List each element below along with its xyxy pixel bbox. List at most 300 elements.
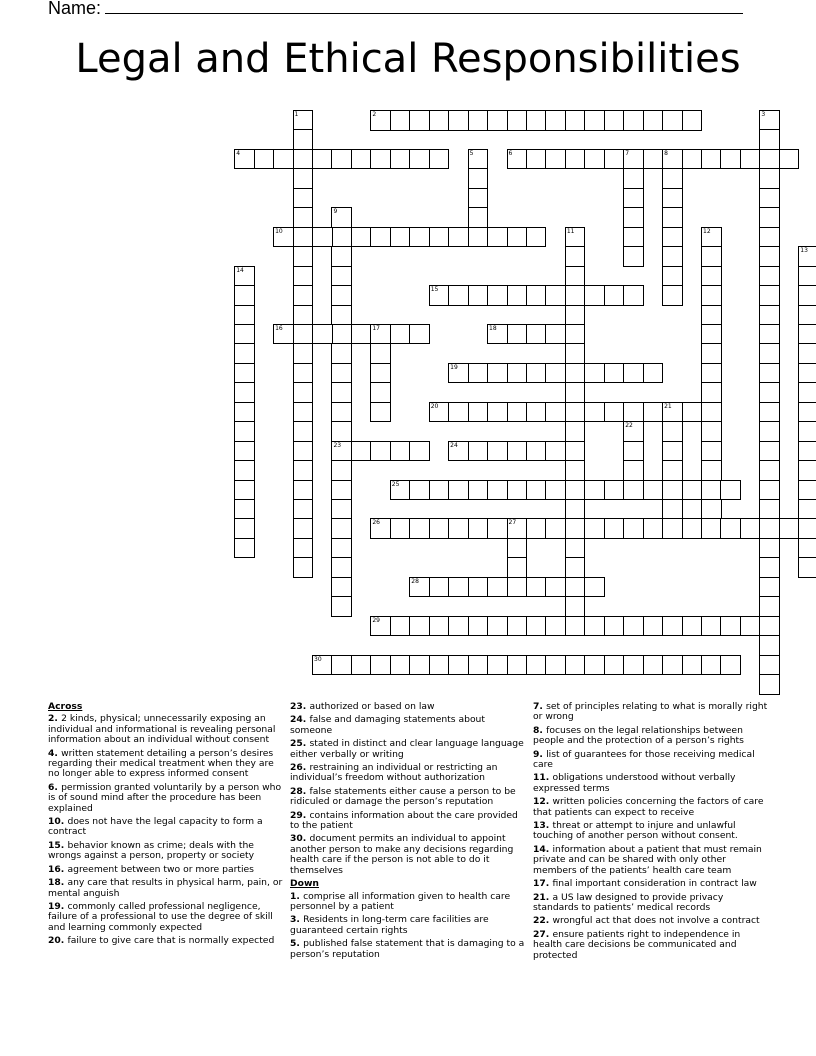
- grid-cell[interactable]: [565, 266, 586, 287]
- grid-cell[interactable]: [604, 402, 625, 423]
- grid-cell[interactable]: [798, 266, 816, 287]
- grid-cell[interactable]: [331, 285, 352, 306]
- grid-cell[interactable]: [254, 149, 275, 170]
- grid-cell[interactable]: [565, 149, 586, 170]
- grid-cell[interactable]: [623, 616, 644, 637]
- grid-cell[interactable]: [331, 305, 352, 326]
- grid-cell[interactable]: [293, 266, 314, 287]
- grid-cell[interactable]: [604, 363, 625, 384]
- grid-cell[interactable]: [331, 441, 352, 462]
- grid-cell[interactable]: [370, 110, 391, 131]
- grid-cell[interactable]: [662, 266, 683, 287]
- grid-cell[interactable]: [293, 363, 314, 384]
- grid-cell[interactable]: [448, 577, 469, 598]
- grid-cell[interactable]: [643, 149, 664, 170]
- grid-cell[interactable]: [487, 363, 508, 384]
- grid-cell[interactable]: [448, 402, 469, 423]
- grid-cell[interactable]: [507, 227, 528, 248]
- grid-cell[interactable]: [448, 363, 469, 384]
- grid-cell[interactable]: [682, 655, 703, 676]
- grid-cell[interactable]: [293, 382, 314, 403]
- grid-cell[interactable]: [468, 168, 489, 189]
- grid-cell[interactable]: [526, 227, 547, 248]
- grid-cell[interactable]: [759, 616, 780, 637]
- grid-cell[interactable]: [759, 596, 780, 617]
- grid-cell[interactable]: [507, 149, 528, 170]
- grid-cell[interactable]: [293, 402, 314, 423]
- grid-cell[interactable]: [448, 518, 469, 539]
- grid-cell[interactable]: [507, 324, 528, 345]
- grid-cell[interactable]: [312, 324, 333, 345]
- grid-cell[interactable]: [584, 480, 605, 501]
- grid-cell[interactable]: [545, 324, 566, 345]
- grid-cell[interactable]: [798, 324, 816, 345]
- grid-cell[interactable]: [390, 227, 411, 248]
- grid-cell[interactable]: [682, 110, 703, 131]
- grid-cell[interactable]: [759, 557, 780, 578]
- grid-cell[interactable]: [429, 577, 450, 598]
- grid-cell[interactable]: [604, 285, 625, 306]
- grid-cell[interactable]: [604, 110, 625, 131]
- grid-cell[interactable]: [526, 402, 547, 423]
- grid-cell[interactable]: [623, 285, 644, 306]
- grid-cell[interactable]: [779, 518, 800, 539]
- grid-cell[interactable]: [798, 382, 816, 403]
- grid-cell[interactable]: [468, 441, 489, 462]
- grid-cell[interactable]: [701, 266, 722, 287]
- grid-cell[interactable]: [565, 110, 586, 131]
- grid-cell[interactable]: [370, 655, 391, 676]
- grid-cell[interactable]: [662, 655, 683, 676]
- grid-cell[interactable]: [234, 441, 255, 462]
- grid-cell[interactable]: [682, 149, 703, 170]
- grid-cell[interactable]: [623, 168, 644, 189]
- grid-cell[interactable]: [662, 188, 683, 209]
- grid-cell[interactable]: [293, 343, 314, 364]
- grid-cell[interactable]: [429, 518, 450, 539]
- grid-cell[interactable]: [507, 616, 528, 637]
- grid-cell[interactable]: [740, 518, 761, 539]
- grid-cell[interactable]: [662, 168, 683, 189]
- grid-cell[interactable]: [429, 285, 450, 306]
- grid-cell[interactable]: [682, 518, 703, 539]
- grid-cell[interactable]: [720, 518, 741, 539]
- grid-cell[interactable]: [370, 363, 391, 384]
- grid-cell[interactable]: [429, 655, 450, 676]
- grid-cell[interactable]: [565, 441, 586, 462]
- grid-cell[interactable]: [331, 266, 352, 287]
- grid-cell[interactable]: [448, 655, 469, 676]
- grid-cell[interactable]: [662, 207, 683, 228]
- grid-cell[interactable]: [468, 110, 489, 131]
- grid-cell[interactable]: [662, 421, 683, 442]
- grid-cell[interactable]: [507, 110, 528, 131]
- grid-cell[interactable]: [234, 480, 255, 501]
- grid-cell[interactable]: [429, 402, 450, 423]
- grid-cell[interactable]: [759, 655, 780, 676]
- grid-cell[interactable]: [759, 460, 780, 481]
- grid-cell[interactable]: [759, 149, 780, 170]
- grid-cell[interactable]: [429, 149, 450, 170]
- grid-cell[interactable]: [526, 110, 547, 131]
- grid-cell[interactable]: [623, 149, 644, 170]
- grid-cell[interactable]: [409, 655, 430, 676]
- grid-cell[interactable]: [468, 655, 489, 676]
- grid-cell[interactable]: [584, 285, 605, 306]
- grid-cell[interactable]: [643, 616, 664, 637]
- grid-cell[interactable]: [759, 480, 780, 501]
- grid-cell[interactable]: [682, 402, 703, 423]
- grid-cell[interactable]: [293, 538, 314, 559]
- grid-cell[interactable]: [545, 441, 566, 462]
- grid-cell[interactable]: [662, 480, 683, 501]
- grid-cell[interactable]: [701, 518, 722, 539]
- grid-cell[interactable]: [234, 324, 255, 345]
- grid-cell[interactable]: [293, 305, 314, 326]
- grid-cell[interactable]: [487, 227, 508, 248]
- grid-cell[interactable]: [584, 363, 605, 384]
- grid-cell[interactable]: [565, 421, 586, 442]
- grid-cell[interactable]: [565, 402, 586, 423]
- grid-cell[interactable]: [331, 149, 352, 170]
- grid-cell[interactable]: [701, 655, 722, 676]
- grid-cell[interactable]: [331, 499, 352, 520]
- grid-cell[interactable]: [331, 363, 352, 384]
- grid-cell[interactable]: [234, 518, 255, 539]
- grid-cell[interactable]: [623, 363, 644, 384]
- grid-cell[interactable]: [429, 480, 450, 501]
- grid-cell[interactable]: [331, 343, 352, 364]
- grid-cell[interactable]: [798, 246, 816, 267]
- grid-cell[interactable]: [545, 616, 566, 637]
- grid-cell[interactable]: [565, 518, 586, 539]
- grid-cell[interactable]: [331, 421, 352, 442]
- grid-cell[interactable]: [273, 324, 294, 345]
- grid-cell[interactable]: [662, 149, 683, 170]
- grid-cell[interactable]: [565, 324, 586, 345]
- grid-cell[interactable]: [584, 577, 605, 598]
- grid-cell[interactable]: [759, 305, 780, 326]
- grid-cell[interactable]: [662, 499, 683, 520]
- grid-cell[interactable]: [526, 518, 547, 539]
- grid-cell[interactable]: [370, 402, 391, 423]
- grid-cell[interactable]: [545, 363, 566, 384]
- grid-cell[interactable]: [448, 616, 469, 637]
- grid-cell[interactable]: [643, 480, 664, 501]
- grid-cell[interactable]: [565, 246, 586, 267]
- grid-cell[interactable]: [701, 480, 722, 501]
- grid-cell[interactable]: [487, 577, 508, 598]
- grid-cell[interactable]: [409, 441, 430, 462]
- grid-cell[interactable]: [798, 402, 816, 423]
- grid-cell[interactable]: [545, 518, 566, 539]
- grid-cell[interactable]: [623, 460, 644, 481]
- grid-cell[interactable]: [759, 207, 780, 228]
- grid-cell[interactable]: [293, 188, 314, 209]
- grid-cell[interactable]: [759, 363, 780, 384]
- grid-cell[interactable]: [720, 616, 741, 637]
- grid-cell[interactable]: [798, 480, 816, 501]
- grid-cell[interactable]: [759, 168, 780, 189]
- grid-cell[interactable]: [526, 363, 547, 384]
- grid-cell[interactable]: [565, 460, 586, 481]
- grid-cell[interactable]: [798, 305, 816, 326]
- grid-cell[interactable]: [623, 188, 644, 209]
- grid-cell[interactable]: [487, 285, 508, 306]
- grid-cell[interactable]: [682, 480, 703, 501]
- grid-cell[interactable]: [507, 557, 528, 578]
- grid-cell[interactable]: [604, 518, 625, 539]
- grid-cell[interactable]: [390, 441, 411, 462]
- grid-cell[interactable]: [293, 460, 314, 481]
- grid-cell[interactable]: [409, 480, 430, 501]
- grid-cell[interactable]: [682, 616, 703, 637]
- grid-cell[interactable]: [429, 110, 450, 131]
- grid-cell[interactable]: [662, 460, 683, 481]
- grid-cell[interactable]: [662, 110, 683, 131]
- grid-cell[interactable]: [487, 518, 508, 539]
- grid-cell[interactable]: [390, 110, 411, 131]
- grid-cell[interactable]: [662, 518, 683, 539]
- grid-cell[interactable]: [487, 324, 508, 345]
- grid-cell[interactable]: [293, 149, 314, 170]
- grid-cell[interactable]: [507, 538, 528, 559]
- grid-cell[interactable]: [565, 557, 586, 578]
- grid-cell[interactable]: [448, 110, 469, 131]
- grid-cell[interactable]: [798, 343, 816, 364]
- grid-cell[interactable]: [507, 518, 528, 539]
- grid-cell[interactable]: [273, 227, 294, 248]
- grid-cell[interactable]: [468, 227, 489, 248]
- grid-cell[interactable]: [720, 655, 741, 676]
- grid-cell[interactable]: [565, 499, 586, 520]
- grid-cell[interactable]: [312, 149, 333, 170]
- grid-cell[interactable]: [293, 441, 314, 462]
- grid-cell[interactable]: [662, 616, 683, 637]
- grid-cell[interactable]: [740, 616, 761, 637]
- grid-cell[interactable]: [331, 324, 352, 345]
- grid-cell[interactable]: [565, 538, 586, 559]
- grid-cell[interactable]: [701, 227, 722, 248]
- grid-cell[interactable]: [234, 343, 255, 364]
- grid-cell[interactable]: [565, 305, 586, 326]
- grid-cell[interactable]: [604, 616, 625, 637]
- grid-cell[interactable]: [234, 460, 255, 481]
- grid-cell[interactable]: [487, 402, 508, 423]
- grid-cell[interactable]: [526, 285, 547, 306]
- grid-cell[interactable]: [759, 635, 780, 656]
- grid-cell[interactable]: [545, 577, 566, 598]
- grid-cell[interactable]: [448, 285, 469, 306]
- grid-cell[interactable]: [701, 305, 722, 326]
- grid-cell[interactable]: [643, 655, 664, 676]
- grid-cell[interactable]: [662, 441, 683, 462]
- grid-cell[interactable]: [759, 382, 780, 403]
- grid-cell[interactable]: [526, 577, 547, 598]
- grid-cell[interactable]: [701, 363, 722, 384]
- grid-cell[interactable]: [565, 382, 586, 403]
- grid-cell[interactable]: [545, 402, 566, 423]
- grid-cell[interactable]: [701, 402, 722, 423]
- grid-cell[interactable]: [798, 421, 816, 442]
- grid-cell[interactable]: [545, 285, 566, 306]
- grid-cell[interactable]: [526, 616, 547, 637]
- grid-cell[interactable]: [643, 402, 664, 423]
- grid-cell[interactable]: [331, 246, 352, 267]
- grid-cell[interactable]: [565, 655, 586, 676]
- grid-cell[interactable]: [643, 363, 664, 384]
- grid-cell[interactable]: [701, 382, 722, 403]
- grid-cell[interactable]: [526, 655, 547, 676]
- grid-cell[interactable]: [759, 227, 780, 248]
- grid-cell[interactable]: [331, 518, 352, 539]
- grid-cell[interactable]: [370, 149, 391, 170]
- grid-cell[interactable]: [293, 207, 314, 228]
- grid-cell[interactable]: [798, 285, 816, 306]
- grid-cell[interactable]: [351, 441, 372, 462]
- grid-cell[interactable]: [565, 343, 586, 364]
- grid-cell[interactable]: [584, 149, 605, 170]
- grid-cell[interactable]: [370, 343, 391, 364]
- grid-cell[interactable]: [701, 460, 722, 481]
- grid-cell[interactable]: [759, 188, 780, 209]
- grid-cell[interactable]: [720, 480, 741, 501]
- grid-cell[interactable]: [701, 324, 722, 345]
- grid-cell[interactable]: [293, 246, 314, 267]
- grid-cell[interactable]: [331, 207, 352, 228]
- grid-cell[interactable]: [759, 285, 780, 306]
- grid-cell[interactable]: [409, 577, 430, 598]
- grid-cell[interactable]: [662, 246, 683, 267]
- grid-cell[interactable]: [759, 110, 780, 131]
- grid-cell[interactable]: [565, 227, 586, 248]
- grid-cell[interactable]: [273, 149, 294, 170]
- grid-cell[interactable]: [468, 363, 489, 384]
- grid-cell[interactable]: [526, 324, 547, 345]
- grid-cell[interactable]: [390, 655, 411, 676]
- grid-cell[interactable]: [701, 246, 722, 267]
- grid-cell[interactable]: [468, 518, 489, 539]
- grid-cell[interactable]: [759, 343, 780, 364]
- grid-cell[interactable]: [370, 227, 391, 248]
- grid-cell[interactable]: [487, 110, 508, 131]
- grid-cell[interactable]: [759, 324, 780, 345]
- grid-cell[interactable]: [234, 305, 255, 326]
- grid-cell[interactable]: [507, 655, 528, 676]
- grid-cell[interactable]: [331, 557, 352, 578]
- grid-cell[interactable]: [331, 480, 352, 501]
- grid-cell[interactable]: [643, 110, 664, 131]
- grid-cell[interactable]: [331, 538, 352, 559]
- grid-cell[interactable]: [234, 538, 255, 559]
- grid-cell[interactable]: [234, 149, 255, 170]
- grid-cell[interactable]: [662, 285, 683, 306]
- grid-cell[interactable]: [701, 441, 722, 462]
- grid-cell[interactable]: [351, 149, 372, 170]
- grid-cell[interactable]: [468, 188, 489, 209]
- grid-cell[interactable]: [701, 149, 722, 170]
- grid-cell[interactable]: [701, 421, 722, 442]
- grid-cell[interactable]: [759, 129, 780, 150]
- grid-cell[interactable]: [662, 227, 683, 248]
- grid-cell[interactable]: [390, 518, 411, 539]
- grid-cell[interactable]: [565, 285, 586, 306]
- grid-cell[interactable]: [487, 655, 508, 676]
- grid-cell[interactable]: [507, 480, 528, 501]
- grid-cell[interactable]: [507, 577, 528, 598]
- grid-cell[interactable]: [701, 285, 722, 306]
- grid-cell[interactable]: [370, 382, 391, 403]
- grid-cell[interactable]: [623, 110, 644, 131]
- grid-cell[interactable]: [584, 616, 605, 637]
- grid-cell[interactable]: [468, 577, 489, 598]
- grid-cell[interactable]: [545, 149, 566, 170]
- grid-cell[interactable]: [448, 227, 469, 248]
- grid-cell[interactable]: [798, 363, 816, 384]
- grid-cell[interactable]: [331, 577, 352, 598]
- grid-cell[interactable]: [390, 324, 411, 345]
- grid-cell[interactable]: [759, 674, 780, 695]
- grid-cell[interactable]: [331, 382, 352, 403]
- grid-cell[interactable]: [759, 246, 780, 267]
- grid-cell[interactable]: [604, 149, 625, 170]
- grid-cell[interactable]: [759, 441, 780, 462]
- grid-cell[interactable]: [798, 538, 816, 559]
- grid-cell[interactable]: [584, 110, 605, 131]
- grid-cell[interactable]: [234, 499, 255, 520]
- grid-cell[interactable]: [565, 577, 586, 598]
- grid-cell[interactable]: [545, 110, 566, 131]
- grid-cell[interactable]: [409, 518, 430, 539]
- grid-cell[interactable]: [293, 324, 314, 345]
- grid-cell[interactable]: [759, 538, 780, 559]
- grid-cell[interactable]: [293, 421, 314, 442]
- grid-cell[interactable]: [312, 655, 333, 676]
- grid-cell[interactable]: [351, 227, 372, 248]
- grid-cell[interactable]: [623, 480, 644, 501]
- grid-cell[interactable]: [759, 518, 780, 539]
- grid-cell[interactable]: [331, 402, 352, 423]
- grid-cell[interactable]: [351, 655, 372, 676]
- grid-cell[interactable]: [293, 110, 314, 131]
- grid-cell[interactable]: [643, 518, 664, 539]
- grid-cell[interactable]: [662, 402, 683, 423]
- grid-cell[interactable]: [331, 460, 352, 481]
- grid-cell[interactable]: [370, 518, 391, 539]
- grid-cell[interactable]: [798, 557, 816, 578]
- grid-cell[interactable]: [409, 227, 430, 248]
- grid-cell[interactable]: [545, 480, 566, 501]
- grid-cell[interactable]: [390, 149, 411, 170]
- grid-cell[interactable]: [623, 402, 644, 423]
- grid-cell[interactable]: [798, 499, 816, 520]
- grid-cell[interactable]: [429, 227, 450, 248]
- grid-cell[interactable]: [409, 616, 430, 637]
- grid-cell[interactable]: [623, 207, 644, 228]
- grid-cell[interactable]: [623, 441, 644, 462]
- grid-cell[interactable]: [565, 596, 586, 617]
- grid-cell[interactable]: [565, 616, 586, 637]
- grid-cell[interactable]: [234, 421, 255, 442]
- grid-cell[interactable]: [604, 480, 625, 501]
- grid-cell[interactable]: [293, 285, 314, 306]
- grid-cell[interactable]: [584, 655, 605, 676]
- grid-cell[interactable]: [507, 363, 528, 384]
- grid-cell[interactable]: [293, 557, 314, 578]
- grid-cell[interactable]: [234, 266, 255, 287]
- grid-cell[interactable]: [623, 518, 644, 539]
- grid-cell[interactable]: [759, 421, 780, 442]
